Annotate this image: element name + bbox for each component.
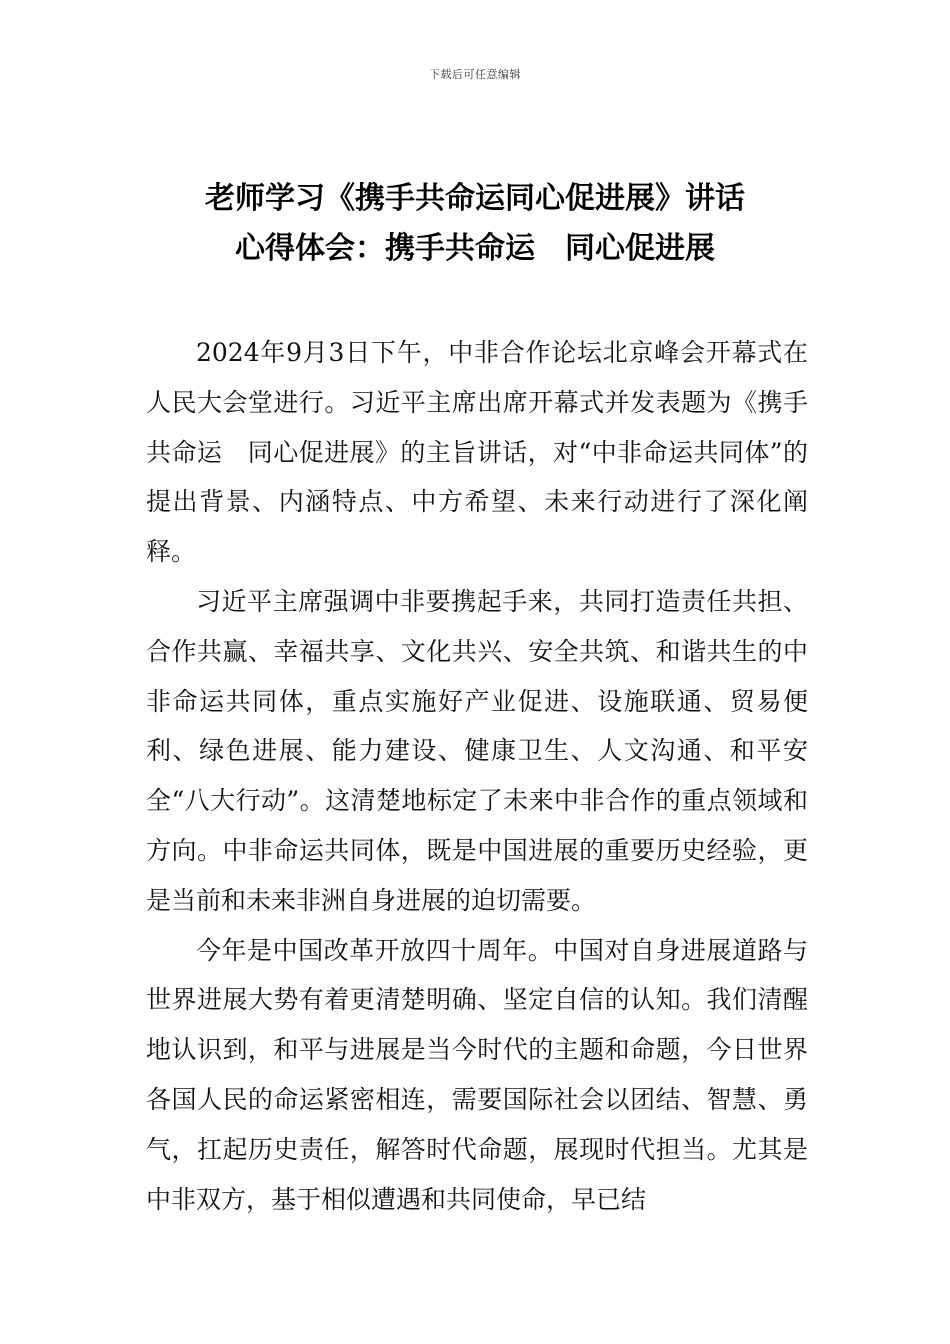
document-title	[0, 174, 950, 274]
paragraph-2: 习近平主席强调中非要携起手来，共同打造责任共担、合作共赢、幸福共享、文化共兴、安全共筑、和谐共生的中非命运共同体，重点实施好产业促进、设施联通、贸易便利、绿色进展、能力建设、健康卫生、人文沟通、和平安全“八大行动”。这清楚地标定了未来中非合作的重点领域和方向。中非命运共同体，既是中国进展的重要历史经验，更是当前和未来非洲自身进展的迫切需要。	[146, 586, 808, 915]
paragraph-3: 今年是中国改革开放四十周年。中国对自身进展道路与世界进展大势有着更清楚明确、坚定自信的认知。我们清醒地认识到，和平与进展是当今时代的主题和命题，今日世界各国人民的命运紧密相连，需要国际社会以团结、智慧、勇气，扛起历史责任，解答时代命题，展现时代担当。尤其是中非双方，基于相似遭遇和共同使命，早已结	[146, 935, 808, 1214]
title-line-2: 心得体会：携手共命运 同心促进展	[235, 231, 715, 266]
paragraph-1: 2024年9月3日下午，中非合作论坛北京峰会开幕式在人民大会堂进行。习近平主席出席开幕式并发表题为《携手共命运 同心促进展》的主旨讲话，对“中非命运共同体”的提出背景、内涵特点、中方希望、未来行动进行了深化阐释。	[146, 338, 808, 567]
document-body	[146, 328, 808, 1224]
title-line-1: 老师学习《携手共命运同心促进展》讲话	[205, 181, 745, 216]
page-header-note: 下载后可任意编辑	[429, 68, 521, 81]
